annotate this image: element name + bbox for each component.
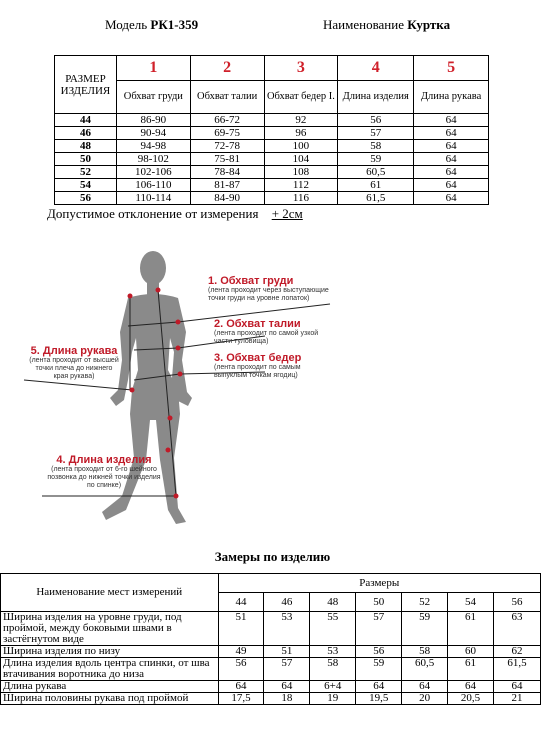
annotation-title: 2. Обхват талии xyxy=(214,318,301,330)
annotation-title: 3. Обхват бедер xyxy=(214,352,302,364)
value-cell: 75-81 xyxy=(190,153,264,166)
measure-value: 53 xyxy=(264,612,310,646)
name-value: Куртка xyxy=(407,17,451,32)
annotation-note: (лента проходит от 6-го шейного позвонка до нижней точки изделия по спинке) xyxy=(47,466,161,489)
measure-row xyxy=(1,612,541,646)
value-cell: 96 xyxy=(264,127,338,140)
column-number: 5 xyxy=(414,56,489,81)
measure-value: 58 xyxy=(310,658,356,681)
header-places: Наименование мест измерений xyxy=(1,574,219,612)
size-row xyxy=(55,114,489,127)
model-value: РК1-359 xyxy=(150,17,199,32)
measure-value: 21 xyxy=(494,693,541,705)
annotation-note: (лента проходит от высшей точки плеча до нижнего края рукава) xyxy=(29,357,119,380)
measure-row xyxy=(1,681,541,693)
annotation-sleeve xyxy=(28,345,120,381)
size-header-cell: 48 xyxy=(310,593,356,612)
annotation-title: 4. Длина изделия xyxy=(56,454,152,466)
annotation-chest xyxy=(208,275,338,303)
size-table xyxy=(54,55,489,205)
size-row xyxy=(55,153,489,166)
value-cell: 69-75 xyxy=(190,127,264,140)
name-label: Наименование xyxy=(323,17,404,32)
value-cell: 78-84 xyxy=(190,166,264,179)
section-title: Замеры по изделию xyxy=(214,549,331,564)
header-sizes: Размеры xyxy=(218,574,540,593)
measure-name: Ширина половины рукава под проймой xyxy=(1,693,219,705)
tolerance-text: Допустимое отклонение от измерения xyxy=(47,206,259,221)
value-cell: 104 xyxy=(264,153,338,166)
value-cell: 64 xyxy=(414,166,489,179)
size-cell: 46 xyxy=(55,127,117,140)
value-cell: 61 xyxy=(338,179,414,192)
column-number: 4 xyxy=(338,56,414,81)
tolerance-note xyxy=(47,206,303,222)
column-header: Обхват бедер I. xyxy=(264,81,338,114)
column-header: Длина рукава xyxy=(414,81,489,114)
measure-value: 59 xyxy=(402,612,448,646)
measure-value: 56 xyxy=(218,658,264,681)
value-cell: 58 xyxy=(338,140,414,153)
size-table-body xyxy=(55,114,489,205)
measure-value: 19 xyxy=(310,693,356,705)
value-cell: 64 xyxy=(414,140,489,153)
value-cell: 64 xyxy=(414,127,489,140)
measure-value: 17,5 xyxy=(218,693,264,705)
size-header-cell: 54 xyxy=(448,593,494,612)
size-cell: 54 xyxy=(55,179,117,192)
value-cell: 60,5 xyxy=(338,166,414,179)
measure-row xyxy=(1,646,541,658)
measure-name: Ширина изделия на уровне груди, под проймой, между боковыми швами в застёгнутом виде xyxy=(1,612,219,646)
annotation-length xyxy=(44,454,164,490)
size-header-cell: 50 xyxy=(356,593,402,612)
value-cell: 102-106 xyxy=(116,166,190,179)
measure-value: 63 xyxy=(494,612,541,646)
measurements-table xyxy=(0,573,541,705)
measure-value: 60,5 xyxy=(402,658,448,681)
measure-name: Ширина изделия по низу xyxy=(1,646,219,658)
size-row xyxy=(55,179,489,192)
name-line xyxy=(323,17,450,33)
measure-value: 51 xyxy=(218,612,264,646)
measure-row xyxy=(1,693,541,705)
measure-value: 62 xyxy=(494,646,541,658)
size-corner-label: РАЗМЕР ИЗДЕЛИЯ xyxy=(55,56,117,114)
measure-value: 57 xyxy=(264,658,310,681)
measure-value: 58 xyxy=(402,646,448,658)
value-cell: 84-90 xyxy=(190,192,264,205)
value-cell: 108 xyxy=(264,166,338,179)
value-cell: 94-98 xyxy=(116,140,190,153)
value-cell: 86-90 xyxy=(116,114,190,127)
column-header: Длина изделия xyxy=(338,81,414,114)
value-cell: 56 xyxy=(338,114,414,127)
measure-value: 64 xyxy=(402,681,448,693)
measure-value: 19,5 xyxy=(356,693,402,705)
size-cell: 44 xyxy=(55,114,117,127)
measure-value: 20,5 xyxy=(448,693,494,705)
size-row xyxy=(55,127,489,140)
size-row xyxy=(55,192,489,205)
measure-row xyxy=(1,658,541,681)
measure-value: 64 xyxy=(264,681,310,693)
measure-value: 64 xyxy=(356,681,402,693)
annotation-hips xyxy=(214,352,334,380)
measure-name: Длина изделия вдоль центра спинки, от шва втачивания воротника до низа xyxy=(1,658,219,681)
column-number: 1 xyxy=(116,56,190,81)
measure-value: 59 xyxy=(356,658,402,681)
size-row xyxy=(55,166,489,179)
measure-value: 61,5 xyxy=(494,658,541,681)
column-header: Обхват талии xyxy=(190,81,264,114)
value-cell: 64 xyxy=(414,114,489,127)
measure-value: 60 xyxy=(448,646,494,658)
size-header-cell: 56 xyxy=(494,593,541,612)
measure-value: 56 xyxy=(356,646,402,658)
measure-value: 64 xyxy=(218,681,264,693)
value-cell: 100 xyxy=(264,140,338,153)
value-cell: 64 xyxy=(414,153,489,166)
annotation-note: (лента проходит по самым выпуклым точкам ягодиц) xyxy=(214,364,301,379)
value-cell: 92 xyxy=(264,114,338,127)
value-cell: 64 xyxy=(414,192,489,205)
measure-value: 6+4 xyxy=(310,681,356,693)
value-cell: 72-78 xyxy=(190,140,264,153)
size-cell: 50 xyxy=(55,153,117,166)
value-cell: 116 xyxy=(264,192,338,205)
size-header-cell: 52 xyxy=(402,593,448,612)
annotation-waist xyxy=(214,318,334,346)
measure-value: 64 xyxy=(448,681,494,693)
measure-value: 49 xyxy=(218,646,264,658)
value-cell: 81-87 xyxy=(190,179,264,192)
size-cell: 56 xyxy=(55,192,117,205)
size-row xyxy=(55,140,489,153)
column-number: 3 xyxy=(264,56,338,81)
size-cell: 52 xyxy=(55,166,117,179)
measurements-body xyxy=(1,612,541,705)
annotation-note: (лента проходит через выступающие точки груди на уровне лопаток) xyxy=(208,287,329,302)
measure-value: 55 xyxy=(310,612,356,646)
measure-value: 61 xyxy=(448,612,494,646)
measure-name: Длина рукава xyxy=(1,681,219,693)
measure-value: 53 xyxy=(310,646,356,658)
annotation-note: (лента проходит по самой узкой части туловища) xyxy=(214,330,319,345)
annotation-title: 1. Обхват груди xyxy=(208,275,294,287)
value-cell: 57 xyxy=(338,127,414,140)
measure-value: 51 xyxy=(264,646,310,658)
model-label: Модель xyxy=(105,17,148,32)
annotation-title: 5. Длина рукава xyxy=(30,345,118,357)
column-header: Обхват груди xyxy=(116,81,190,114)
value-cell: 106-110 xyxy=(116,179,190,192)
column-number: 2 xyxy=(190,56,264,81)
size-header-cell: 44 xyxy=(218,593,264,612)
measure-value: 64 xyxy=(494,681,541,693)
value-cell: 59 xyxy=(338,153,414,166)
value-cell: 112 xyxy=(264,179,338,192)
measure-value: 57 xyxy=(356,612,402,646)
value-cell: 90-94 xyxy=(116,127,190,140)
value-cell: 110-114 xyxy=(116,192,190,205)
size-cell: 48 xyxy=(55,140,117,153)
measure-value: 61 xyxy=(448,658,494,681)
value-cell: 98-102 xyxy=(116,153,190,166)
value-cell: 64 xyxy=(414,179,489,192)
value-cell: 61,5 xyxy=(338,192,414,205)
size-header-cell: 46 xyxy=(264,593,310,612)
measure-value: 20 xyxy=(402,693,448,705)
model-line xyxy=(105,17,198,33)
tolerance-value: + 2см xyxy=(271,206,303,221)
measure-value: 18 xyxy=(264,693,310,705)
value-cell: 66-72 xyxy=(190,114,264,127)
